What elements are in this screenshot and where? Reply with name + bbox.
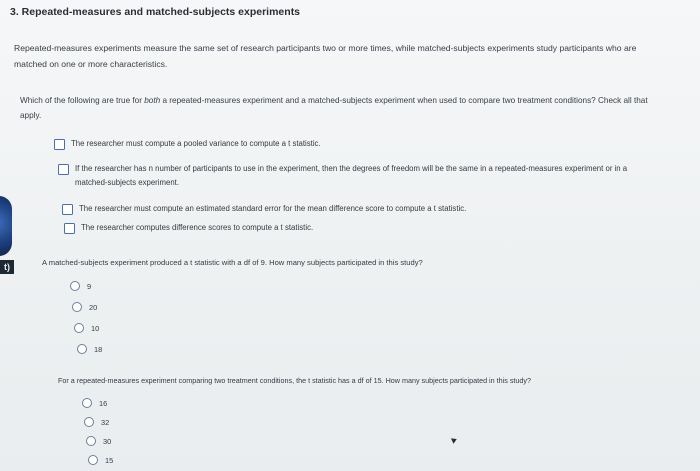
q3-option-3[interactable]	[86, 436, 111, 446]
question1-prompt	[20, 93, 670, 123]
checkbox-option-3[interactable]	[62, 202, 622, 216]
question1-text-italic: both	[144, 96, 161, 105]
q2-option-3-label: 10	[91, 323, 100, 333]
q2-option-3[interactable]	[74, 323, 99, 333]
q3-option-1-label: 16	[99, 398, 108, 408]
question-heading: 3. Repeated-measures and matched-subjects experiments	[10, 6, 301, 18]
question3-prompt: For a repeated-measures experiment comparing two treatment conditions, the t statistic has a df of 15. How many subjects participated in this study?	[58, 376, 532, 385]
mouse-cursor-icon	[451, 436, 458, 444]
q2-option-4[interactable]	[77, 344, 102, 354]
checkbox-option-3-label: The researcher must compute an estimated standard error for the mean difference score to compute a t statistic.	[79, 204, 467, 213]
q3-option-2-label: 32	[101, 417, 110, 427]
q3-radio-4[interactable]	[88, 455, 98, 465]
checkbox-3[interactable]	[62, 204, 73, 215]
q2-option-2[interactable]	[72, 302, 97, 312]
side-mark: t)	[0, 260, 14, 274]
checkbox-option-4[interactable]	[64, 221, 624, 235]
checkbox-option-1-label: The researcher must compute a pooled variance to compute a t statistic.	[71, 139, 321, 148]
checkbox-2[interactable]	[58, 164, 69, 175]
q2-option-1-label: 9	[87, 281, 92, 291]
q3-option-4-label: 15	[105, 455, 114, 465]
question1-text-before: Which of the following are true for	[20, 96, 145, 105]
q2-radio-1[interactable]	[70, 281, 80, 291]
checkbox-option-2[interactable]	[58, 162, 628, 190]
q2-option-2-label: 20	[89, 302, 98, 312]
question1-text-after: a repeated-measures experiment and a matched-subjects experiment when used to compare two treatment conditions? Check all that apply.	[20, 96, 648, 120]
q3-option-2[interactable]	[84, 417, 109, 427]
checkbox-option-1[interactable]	[54, 137, 614, 151]
checkbox-option-2-label: If the researcher has n number of participants to use in the experiment, then the degrees of freedom will be the same in a repeated-measures experiment or in a matched-subjects experiment.	[75, 164, 628, 187]
q3-option-4[interactable]	[88, 455, 113, 465]
q3-radio-2[interactable]	[84, 417, 94, 427]
q3-option-3-label: 30	[103, 436, 112, 446]
checkbox-4[interactable]	[64, 223, 75, 234]
q2-radio-4[interactable]	[77, 344, 87, 354]
q3-radio-3[interactable]	[86, 436, 96, 446]
checkbox-1[interactable]	[54, 139, 65, 150]
q2-option-4-label: 18	[94, 344, 103, 354]
question2-prompt: A matched-subjects experiment produced a t statistic with a df of 9. How many subjects participated in this study?	[42, 258, 423, 267]
q2-radio-2[interactable]	[72, 302, 82, 312]
intro-text: Repeated-measures experiments measure the same set of research participants two or more times, while matched-subjects experiments study participants who are matched on one or more characteristics.	[14, 43, 637, 69]
q3-radio-1[interactable]	[82, 398, 92, 408]
q3-option-1[interactable]	[82, 398, 107, 408]
q2-radio-3[interactable]	[74, 323, 84, 333]
q2-option-1[interactable]	[70, 281, 91, 291]
window-edge-accent	[0, 196, 12, 256]
checkbox-option-4-label: The researcher computes difference scores to compute a t statistic.	[81, 223, 314, 232]
